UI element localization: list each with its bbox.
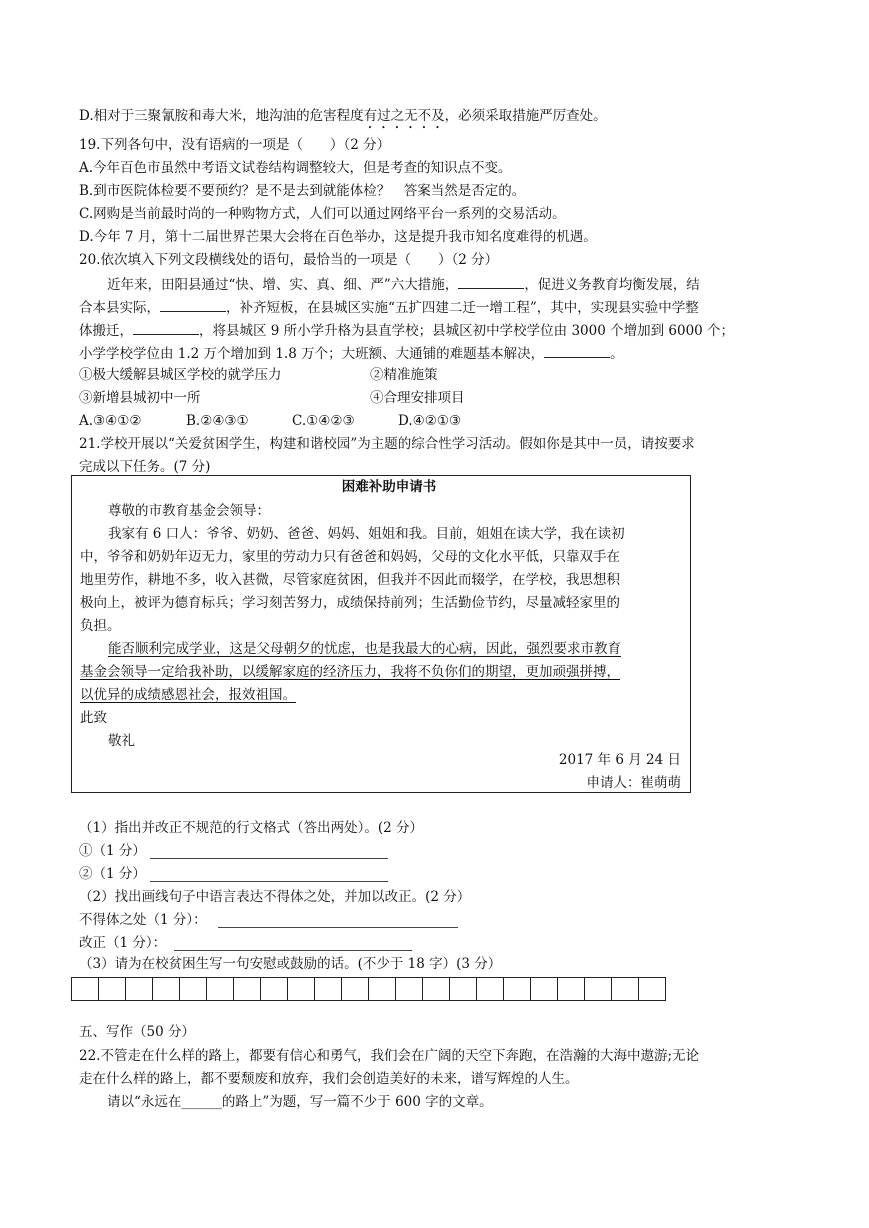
letter-date: 2017 年 6 月 24 日 (558, 752, 681, 768)
q21-sub2-b-label: 改正（1 分）： (79, 935, 167, 951)
fill-blank (160, 297, 226, 312)
grid-cell[interactable] (180, 978, 207, 1000)
grid-cell[interactable] (396, 978, 423, 1000)
q20-paragraph-line: 体搬迁， ，将县城区 9 所小学升格为县直学校；县城区初中学校学位由 3000 个增加到 6000 个； (79, 320, 734, 340)
grid-cell[interactable] (423, 978, 450, 1000)
letter-closing-2: 敬礼 (108, 733, 135, 749)
q20-paragraph-line: 近年来，田阳县通过“快、增、实、真、细、严”六大措施， ，促进义务教育均衡发展，结 (107, 274, 700, 294)
answer-line[interactable] (174, 949, 412, 951)
letter-salutation: 尊敬的市教育基金会领导： (108, 503, 270, 519)
grid-cell[interactable] (207, 978, 234, 1000)
answer-line[interactable] (150, 857, 388, 859)
answer-line[interactable] (150, 880, 388, 882)
letter-title: 困难补助申请书 (341, 479, 437, 495)
grid-cell[interactable] (531, 978, 558, 1000)
underlined-sentence: 基金会领导一定给我补助，以缓解家庭的经济压力，我将不负你们的期望，更加顽强拼搏， (80, 664, 620, 680)
letter-signer: 申请人：崔萌萌 (586, 775, 681, 791)
application-letter-box (71, 475, 691, 793)
q22-prompt-line: 走在什么样的路上，都不要颓废和放弃，我们会创造美好的未来，谱写辉煌的人生。 (79, 1071, 579, 1087)
answer-line[interactable] (218, 926, 458, 928)
grid-cell[interactable] (153, 978, 180, 1000)
q19-option-d: D.今年 7 月，第十二届世界芒果大会将在百色举办，这是提升我市知名度难得的机遇。 (79, 229, 597, 245)
q21-sub1: （1）指出并改正不规范的行文格式（答出两处）。(2 分） (79, 820, 423, 836)
letter-body-line: 极向上，被评为德育标兵；学习刻苦努力，成绩保持前列；生活勤俭节约，尽量减轻家里的 (80, 595, 620, 611)
grid-cell[interactable] (504, 978, 531, 1000)
grid-cell[interactable] (315, 978, 342, 1000)
fill-blank (133, 320, 199, 335)
grid-cell[interactable] (288, 978, 315, 1000)
q21-stem-cont: 完成以下任务。(7 分) (79, 459, 211, 475)
q21-stem: 21.学校开展以“关爱贫困学生，构建和谐校园”为主题的综合性学习活动。假如你是其中一员，请按要求 (79, 436, 695, 452)
underlined-sentence: 以优异的成绩感恩社会，报效祖国。 (80, 687, 296, 703)
section-heading: 五、写作（50 分） (79, 1024, 195, 1040)
grid-cell[interactable] (126, 978, 153, 1000)
grid-cell[interactable] (261, 978, 288, 1000)
q18-option-d: D.相对于三聚氰胺和毒大米，地沟油的危害程度有过之无不及，必须采取措施严厉查处。 (79, 108, 607, 124)
answer-grid[interactable] (71, 977, 666, 1001)
q20-item-1: ①极大缓解县城区学校的就学压力 (79, 367, 282, 383)
q19-option-a: A.今年百色市虽然中考语文试卷结构调整较大，但是考查的知识点不变。 (79, 160, 512, 176)
q20-paragraph-line: 小学学校学位由 1.2 万个增加到 1.8 万个；大班额、大通铺的难题基本解决， 。 (79, 343, 624, 363)
grid-cell[interactable] (369, 978, 396, 1000)
grid-cell[interactable] (99, 978, 126, 1000)
q20-choice-b: B.②④③① (186, 413, 249, 429)
underlined-sentence: 能否顺利完成学业，这是父母朝夕的忧虑，也是我最大的心病，因此，强烈要求市教育 (108, 641, 621, 657)
q21-sub2-a-label: 不得体之处（1 分）： (79, 912, 207, 928)
q19-stem: 19.下列各句中，没有语病的一项是（ ）（2 分） (79, 137, 391, 153)
q19-option-c: C.网购是当前最时尚的一种购物方式，人们可以通过网络平台一系列的交易活动。 (79, 206, 566, 222)
letter-body-line: 地里劳作，耕地不多，收入甚微，尽管家庭贫困，但我并不因此而辍学，在学校，我思想积 (80, 572, 620, 588)
q22-task: 请以“永远在______的路上”为题，写一篇不少于 600 字的文章。 (107, 1094, 493, 1110)
grid-cell[interactable] (639, 978, 666, 1000)
q20-item-2: ②精准施策 (370, 367, 438, 383)
q21-sub2: （2）找出画线句子中语言表达不得体之处，并加以改正。(2 分） (79, 889, 471, 905)
letter-body-line: 中，爷爷和奶奶年迈无力，家里的劳动力只有爸爸和妈妈，父母的文化水平低，只靠双手在 (80, 549, 620, 565)
q21-sub1-b-label: ②（1 分） (79, 866, 146, 882)
fill-blank (458, 274, 524, 289)
emphasis-dots: 有过之无不及 (363, 108, 445, 124)
q22-prompt-line: 22.不管走在什么样的路上，都要有信心和勇气，我们会在广阔的天空下奔跑，在浩瀚的大海中遨游;无论 (79, 1048, 700, 1064)
q20-stem: 20.依次填入下列文段横线处的语句，最恰当的一项是（ ）（2 分） (79, 252, 499, 268)
q20-item-4: ④合理安排项目 (370, 390, 465, 406)
q19-option-b: B.到市医院体检要不要预约？是不是去到就能体检？ 答案当然是否定的。 (79, 183, 526, 199)
grid-cell[interactable] (342, 978, 369, 1000)
grid-cell[interactable] (558, 978, 585, 1000)
letter-closing-1: 此致 (80, 710, 107, 726)
letter-body-line: 负担。 (80, 618, 121, 634)
q20-item-3: ③新增县城初中一所 (79, 390, 201, 406)
fill-blank (544, 343, 610, 358)
grid-cell[interactable] (585, 978, 612, 1000)
grid-cell[interactable] (612, 978, 639, 1000)
letter-body-line: 我家有 6 口人：爷爷、奶奶、爸爸、妈妈、姐姐和我。目前，姐姐在读大学，我在读初 (108, 526, 625, 542)
q21-sub3: （3）请为在校贫困生写一句安慰或鼓励的话。(不少于 18 字）(3 分） (79, 956, 502, 972)
q21-sub1-a-label: ①（1 分） (79, 843, 146, 859)
grid-cell[interactable] (234, 978, 261, 1000)
grid-cell[interactable] (450, 978, 477, 1000)
q20-choice-d: D.④②①③ (398, 413, 462, 429)
q20-choice-c: C.①④②③ (292, 413, 355, 429)
q20-choice-a: A.③④①② (79, 413, 142, 429)
q20-paragraph-line: 合本县实际， ，补齐短板，在县城区实施“五扩四建二迁一增工程”，其中，实现县实验中学整 (79, 297, 699, 317)
grid-cell[interactable] (477, 978, 504, 1000)
grid-cell[interactable] (72, 978, 99, 1000)
